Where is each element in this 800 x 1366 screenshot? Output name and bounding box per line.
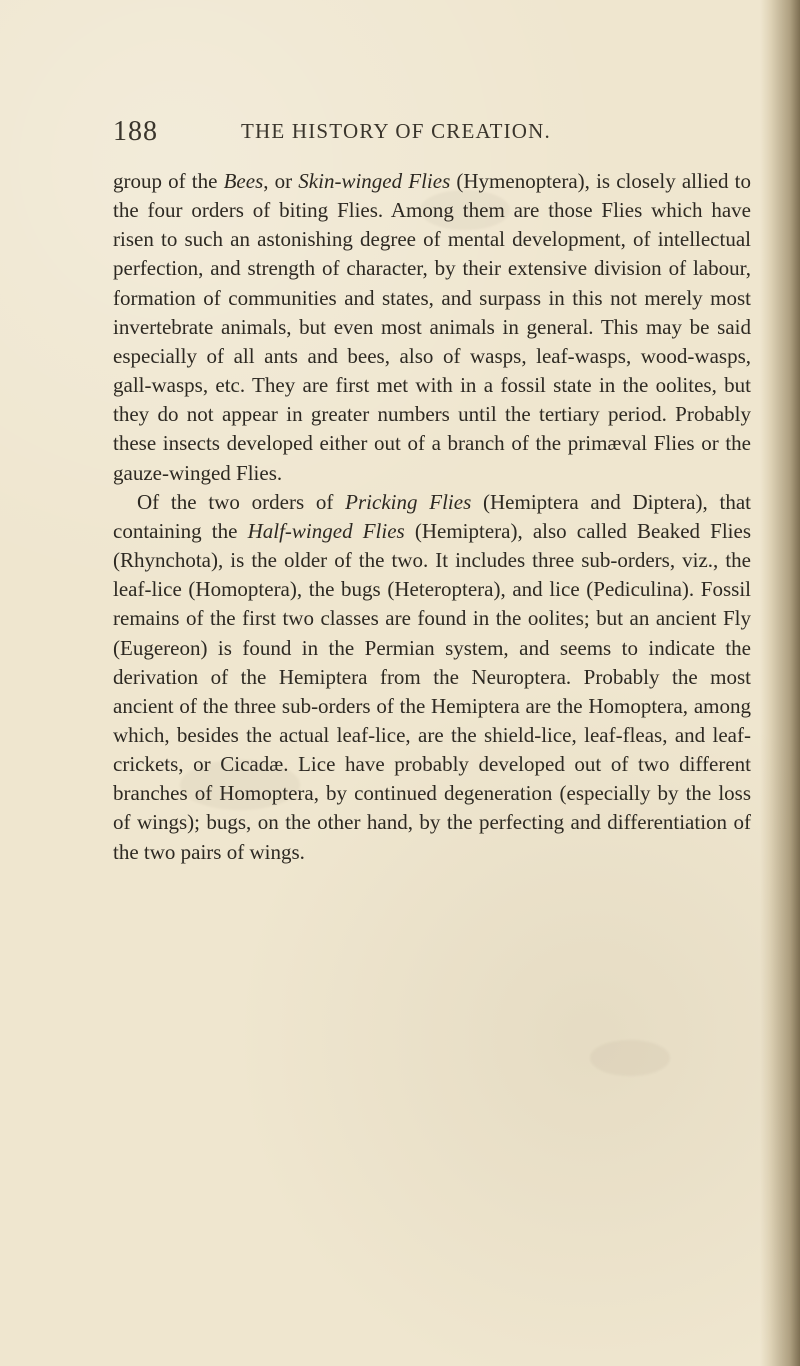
paper-stain xyxy=(590,1040,670,1076)
text-segment: (Hymenoptera), is closely allied to the four orders of biting Flies. Among them are those Flies which have risen to such an astonishing degree of mental development, of intellectual perfection, and strength of character, by their extensive division of labour, formation of communities and states, and surpass in this not merely most invertebrate animals, but even most animals in general. This may be said especially of all ants and bees, also of wasps, leaf-wasps, wood-wasps, gall-wasps, etc. They are first met with in a fossil state in the oolites, but they do not appear in greater numbers until the tertiary period. Probably these insects developed either out of a branch of the primæval Flies or the gauze-winged Flies. xyxy=(113,169,751,485)
italic-term: Skin-winged Flies xyxy=(298,169,451,193)
italic-term: Bees xyxy=(223,169,264,193)
running-title: THE HISTORY OF CREATION. xyxy=(241,119,551,143)
text-segment: , or xyxy=(263,169,299,193)
paragraph-2 xyxy=(113,488,751,867)
italic-term: Half-winged Flies xyxy=(247,518,405,543)
italic-term: Pricking Flies xyxy=(345,489,472,514)
page-number: 188 xyxy=(113,116,158,147)
page-text xyxy=(113,167,751,867)
text-segment: (Hemiptera and Diptera), that containing the xyxy=(113,489,751,543)
paragraph-1 xyxy=(113,167,751,488)
text-segment: Of the two orders of xyxy=(137,489,346,514)
text-segment: group of the xyxy=(113,169,224,193)
page-header xyxy=(113,116,740,156)
text-segment: (Hemiptera), also called Beaked Flies (Rhynchota), is the older of the two. It includes three sub-orders, viz., the leaf-lice (Homoptera), the bugs (Heteroptera), and lice (Pediculina). Fossil remains of the first two classes are found in the oolites; but an ancient Fly (Eugereon) is found in the Permian system, and seems to indicate the derivation of the Hemiptera from the Neuroptera. Probably the most ancient of the three sub-orders of the Hemiptera are the Homoptera, among which, besides the actual leaf-lice, are the shield-lice, leaf-fleas, and leaf-crickets, or Cicadæ. Lice have probably developed out of two different branches of Homoptera, by continued degeneration (especially by the loss of wings); bugs, on the other hand, by the perfecting and differentiation of the two pairs of wings. xyxy=(113,518,751,864)
